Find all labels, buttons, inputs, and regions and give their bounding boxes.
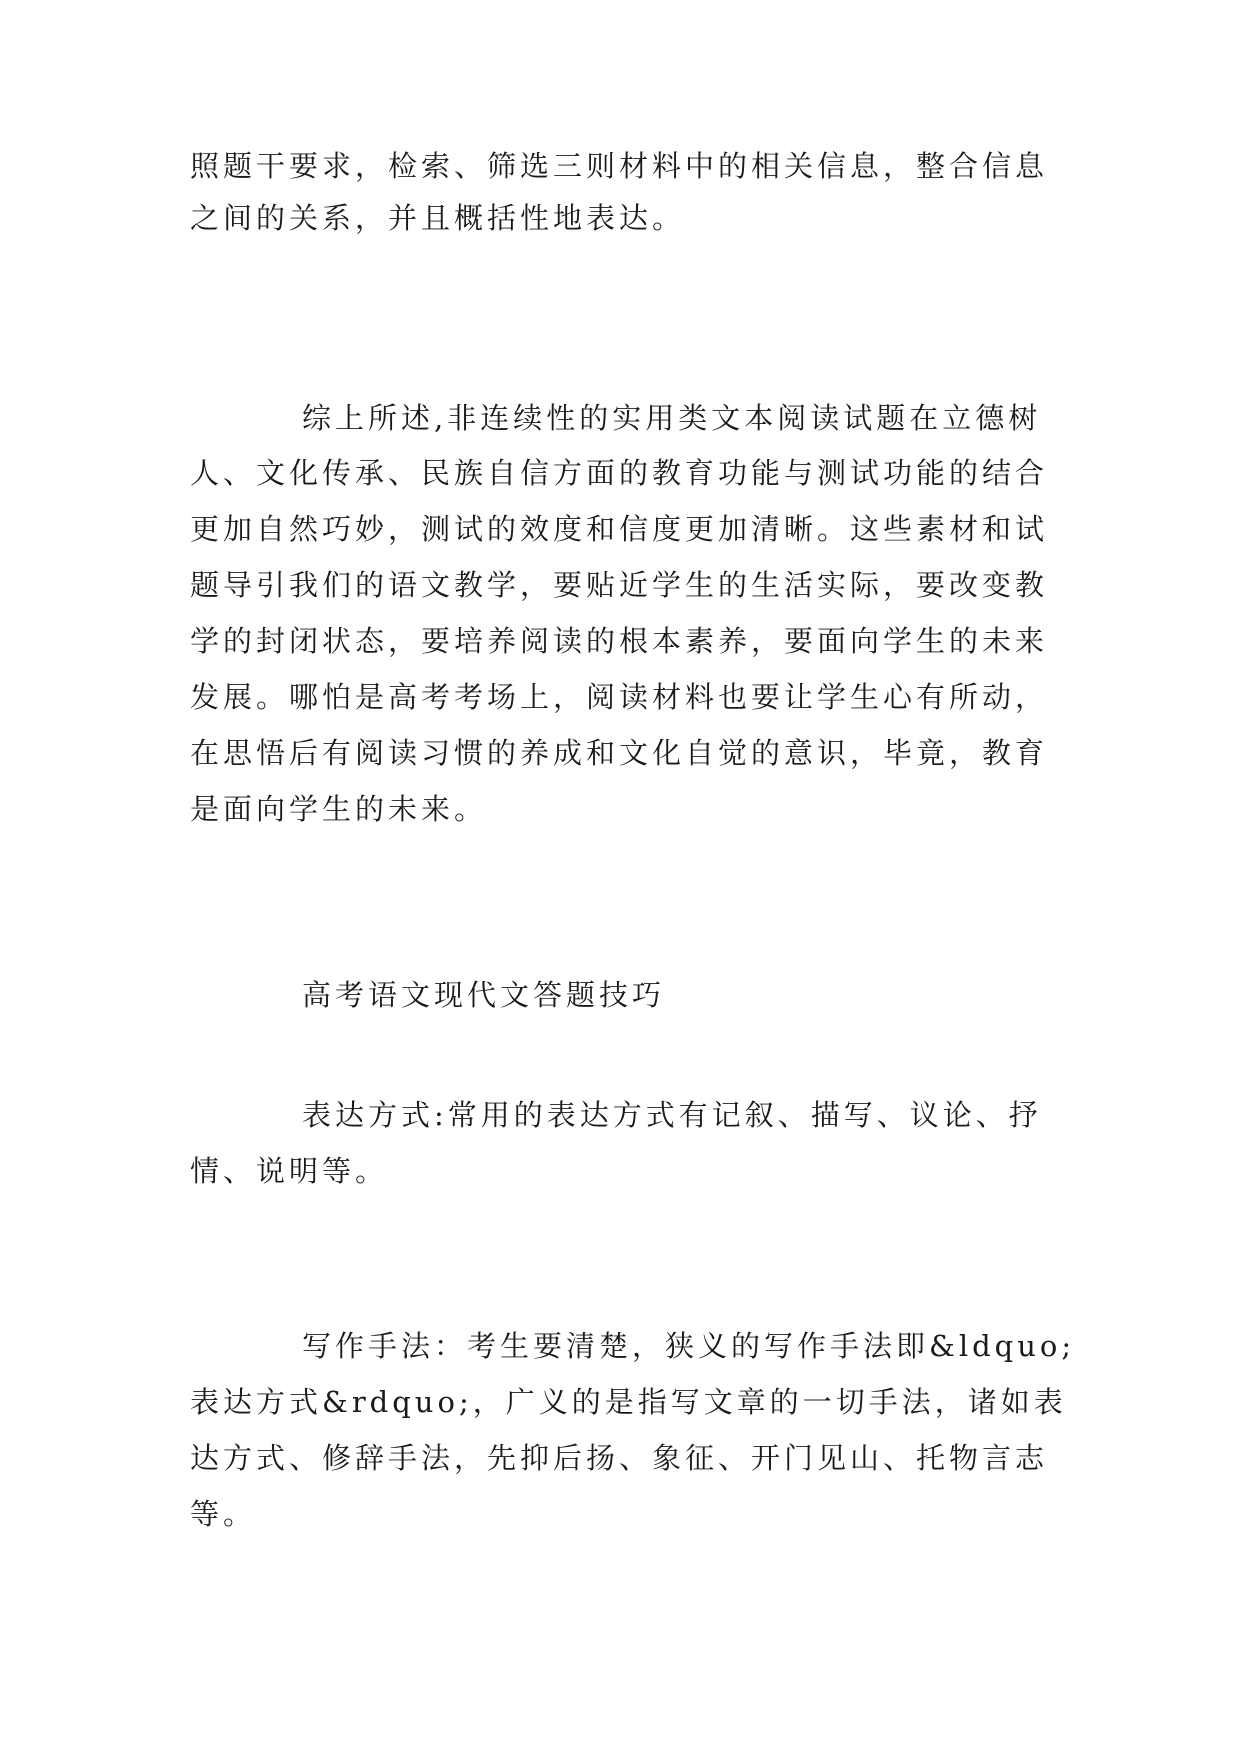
paragraph-2-line-8: 是面向学生的未来。 bbox=[190, 792, 488, 826]
paragraph-1-line-1: 照题干要求，检索、筛选三则材料中的相关信息，整合信息 bbox=[190, 149, 1049, 183]
paragraph-2-line-7: 在思悟后有阅读习惯的养成和文化自觉的意识，毕竟，教育 bbox=[190, 736, 1049, 770]
section-heading: 高考语文现代文答题技巧 bbox=[302, 978, 666, 1012]
paragraph-4-line-4: 等。 bbox=[190, 1497, 257, 1531]
paragraph-4-line-3: 达方式、修辞手法，先抑后扬、象征、开门见山、托物言志 bbox=[190, 1441, 1049, 1475]
paragraph-2-line-3: 更加自然巧妙，测试的效度和信度更加清晰。这些素材和试 bbox=[190, 512, 1049, 546]
paragraph-2-line-1: 综上所述,非连续性的实用类文本阅读试题在立德树 bbox=[302, 401, 1042, 435]
paragraph-2-line-2: 人、文化传承、民族自信方面的教育功能与测试功能的结合 bbox=[190, 456, 1049, 490]
paragraph-3-line-1: 表达方式:常用的表达方式有记叙、描写、议论、抒 bbox=[302, 1098, 1042, 1132]
paragraph-1-line-2: 之间的关系，并且概括性地表达。 bbox=[190, 201, 686, 235]
paragraph-2-line-6: 发展。哪怕是高考考场上，阅读材料也要让学生心有所动， bbox=[190, 680, 1049, 714]
paragraph-2-line-4: 题导引我们的语文教学，要贴近学生的生活实际，要改变教 bbox=[190, 568, 1049, 602]
paragraph-2-line-5: 学的封闭状态，要培养阅读的根本素养，要面向学生的未来 bbox=[190, 624, 1049, 658]
paragraph-3-line-2: 情、说明等。 bbox=[190, 1154, 389, 1188]
paragraph-4-line-2: 表达方式&rdquo;，广义的是指写文章的一切手法，诸如表 bbox=[190, 1385, 1067, 1419]
paragraph-4-line-1: 写作手法：考生要清楚，狭义的写作手法即&ldquo; bbox=[302, 1329, 1076, 1363]
